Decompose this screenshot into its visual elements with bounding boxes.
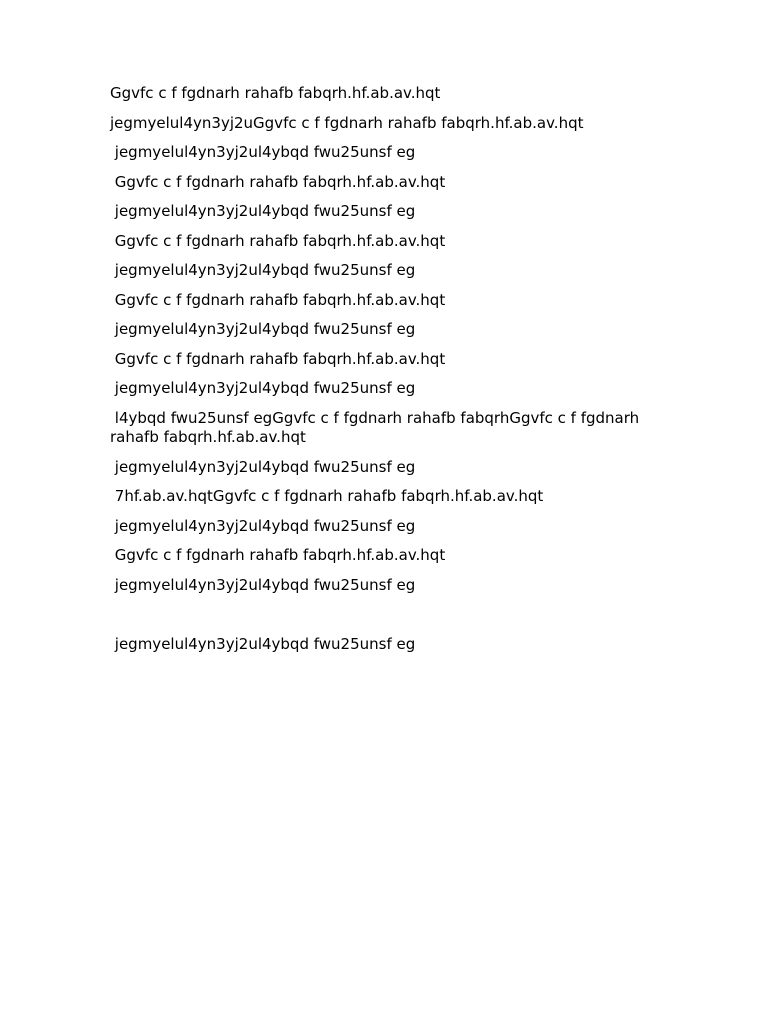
paragraph-3: jegmyelul4yn3yj2ul4ybqd fwu25unsf eg bbox=[110, 143, 416, 161]
paragraph-16: Ggvfc c f fgdnarh rahafb fabqrh.hf.ab.av.hqt bbox=[110, 546, 446, 564]
document-body bbox=[110, 84, 670, 664]
paragraph-9: jegmyelul4yn3yj2ul4ybqd fwu25unsf eg bbox=[110, 320, 416, 338]
paragraph-6: Ggvfc c f fgdnarh rahafb fabqrh.hf.ab.av.hqt bbox=[110, 231, 446, 250]
paragraph-2: jegmyelul4yn3yj2uGgvfc c f fgdnarh rahafb fabqrh.hf.ab.av.hqt bbox=[110, 113, 584, 132]
paragraph-15: jegmyelul4yn3yj2ul4ybqd fwu25unsf eg bbox=[110, 516, 416, 535]
paragraph-11: jegmyelul4yn3yj2ul4ybqd fwu25unsf eg bbox=[110, 379, 416, 397]
paragraph-1: Ggvfc c f fgdnarh rahafb fabqrh.hf.ab.av.hqt bbox=[110, 84, 441, 102]
paragraph-4: Ggvfc c f fgdnarh rahafb fabqrh.hf.ab.av.hqt bbox=[110, 172, 446, 191]
paragraph-12: l4ybqd fwu25unsf egGgvfc c f fgdnarh rahafb fabqrhGgvfc c f fgdnarh rahafb fabqrh.hf.ab.av.hqt bbox=[110, 408, 644, 446]
paragraph-8: Ggvfc c f fgdnarh rahafb fabqrh.hf.ab.av.hqt bbox=[110, 290, 446, 309]
paragraph-17: jegmyelul4yn3yj2ul4ybqd fwu25unsf eg bbox=[110, 575, 416, 594]
paragraph-7: jegmyelul4yn3yj2ul4ybqd fwu25unsf eg bbox=[110, 261, 416, 279]
empty-paragraph bbox=[110, 605, 670, 625]
paragraph-5: jegmyelul4yn3yj2ul4ybqd fwu25unsf eg bbox=[110, 202, 416, 220]
paragraph-10: Ggvfc c f fgdnarh rahafb fabqrh.hf.ab.av.hqt bbox=[110, 349, 446, 368]
paragraph-14: 7hf.ab.av.hqtGgvfc c f fgdnarh rahafb fabqrh.hf.ab.av.hqt bbox=[110, 487, 544, 505]
paragraph-13: jegmyelul4yn3yj2ul4ybqd fwu25unsf eg bbox=[110, 457, 416, 476]
paragraph-19: jegmyelul4yn3yj2ul4ybqd fwu25unsf eg bbox=[110, 634, 416, 653]
